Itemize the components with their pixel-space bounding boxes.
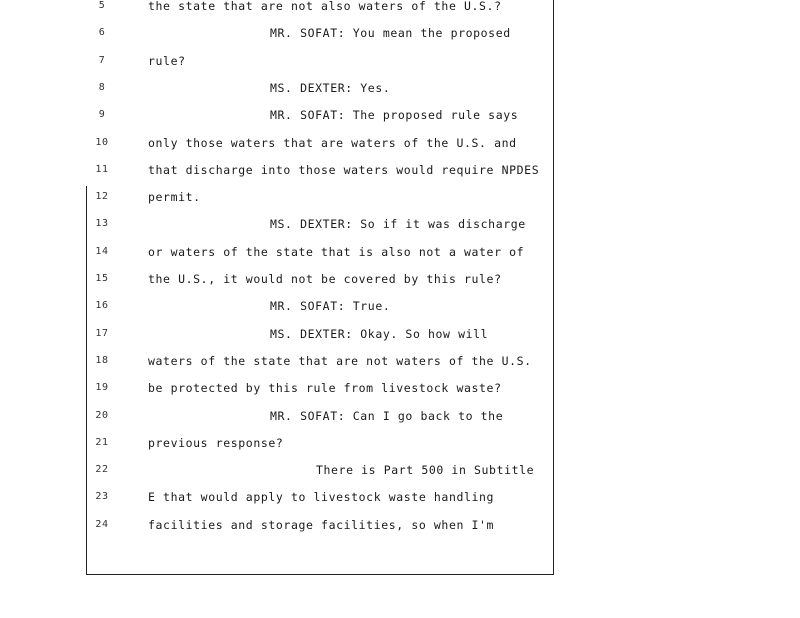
transcript-line (0, 296, 553, 316)
transcript-line (0, 351, 553, 371)
line-text: be protected by this rule from livestock waste? (148, 381, 502, 396)
transcript-line (0, 51, 553, 71)
transcript-line (0, 269, 553, 289)
line-number: 18 (95, 354, 109, 366)
line-number: 12 (95, 191, 109, 203)
transcript-line (0, 378, 553, 398)
line-number: 6 (98, 27, 106, 39)
transcript-line (0, 160, 553, 180)
line-text: the state that are not also waters of the U.S.? (148, 0, 502, 13)
line-number: 5 (98, 0, 106, 11)
line-text: permit. (148, 190, 201, 205)
line-text: MS. DEXTER: So if it was discharge (270, 217, 526, 232)
line-text: MR. SOFAT: True. (270, 299, 391, 314)
line-number: 13 (95, 218, 109, 230)
line-number: 22 (95, 464, 109, 476)
transcript-line (0, 187, 553, 207)
line-text: previous response? (148, 435, 284, 450)
line-number: 24 (95, 518, 109, 530)
transcript-line (0, 242, 553, 262)
line-number: 20 (95, 409, 109, 421)
line-number: 14 (95, 245, 109, 257)
line-number: 11 (95, 163, 109, 175)
transcript-line (0, 433, 553, 453)
transcript-line (0, 406, 553, 426)
line-text: MS. DEXTER: Okay. So how will (270, 326, 489, 341)
line-number: 19 (95, 382, 109, 394)
line-number: 7 (98, 54, 106, 66)
line-text: waters of the state that are not waters of the U.S. (148, 353, 532, 368)
page-border-bottom (86, 574, 554, 575)
line-text: MR. SOFAT: You mean the proposed (270, 26, 511, 41)
line-text: MS. DEXTER: Yes. (270, 80, 391, 95)
transcript-line (0, 515, 553, 535)
line-text: rule? (148, 53, 186, 68)
line-text: or waters of the state that is also not a water of (148, 244, 525, 259)
line-number: 23 (95, 491, 109, 503)
transcript-line (0, 133, 553, 153)
transcript-line (0, 105, 553, 125)
transcript-line (0, 324, 553, 344)
line-number: 15 (95, 273, 109, 284)
line-text: that discharge into those waters would require NPDES (148, 162, 540, 177)
transcript-line (0, 23, 553, 43)
transcript-line (0, 78, 553, 98)
page-border-right (553, 0, 554, 575)
line-text: There is Part 500 in Subtitle (316, 463, 535, 478)
line-text: only those waters that are waters of the U.S. and (148, 135, 517, 150)
line-number: 8 (98, 81, 106, 93)
transcript-line (0, 487, 553, 507)
line-number: 21 (95, 436, 109, 448)
line-text: the U.S., it would not be covered by this rule? (148, 272, 502, 286)
line-text: facilities and storage facilities, so when I'm (148, 517, 495, 532)
transcript-line (0, 0, 553, 16)
line-number: 17 (95, 327, 109, 339)
line-number: 16 (95, 300, 109, 312)
line-text: E that would apply to livestock waste handling (148, 490, 495, 505)
line-number: 9 (98, 109, 106, 121)
transcript-line (0, 460, 553, 480)
line-text: MR. SOFAT: The proposed rule says (270, 108, 519, 123)
transcript-line (0, 214, 553, 234)
line-text: MR. SOFAT: Can I go back to the (270, 408, 504, 423)
line-number: 10 (95, 136, 109, 148)
